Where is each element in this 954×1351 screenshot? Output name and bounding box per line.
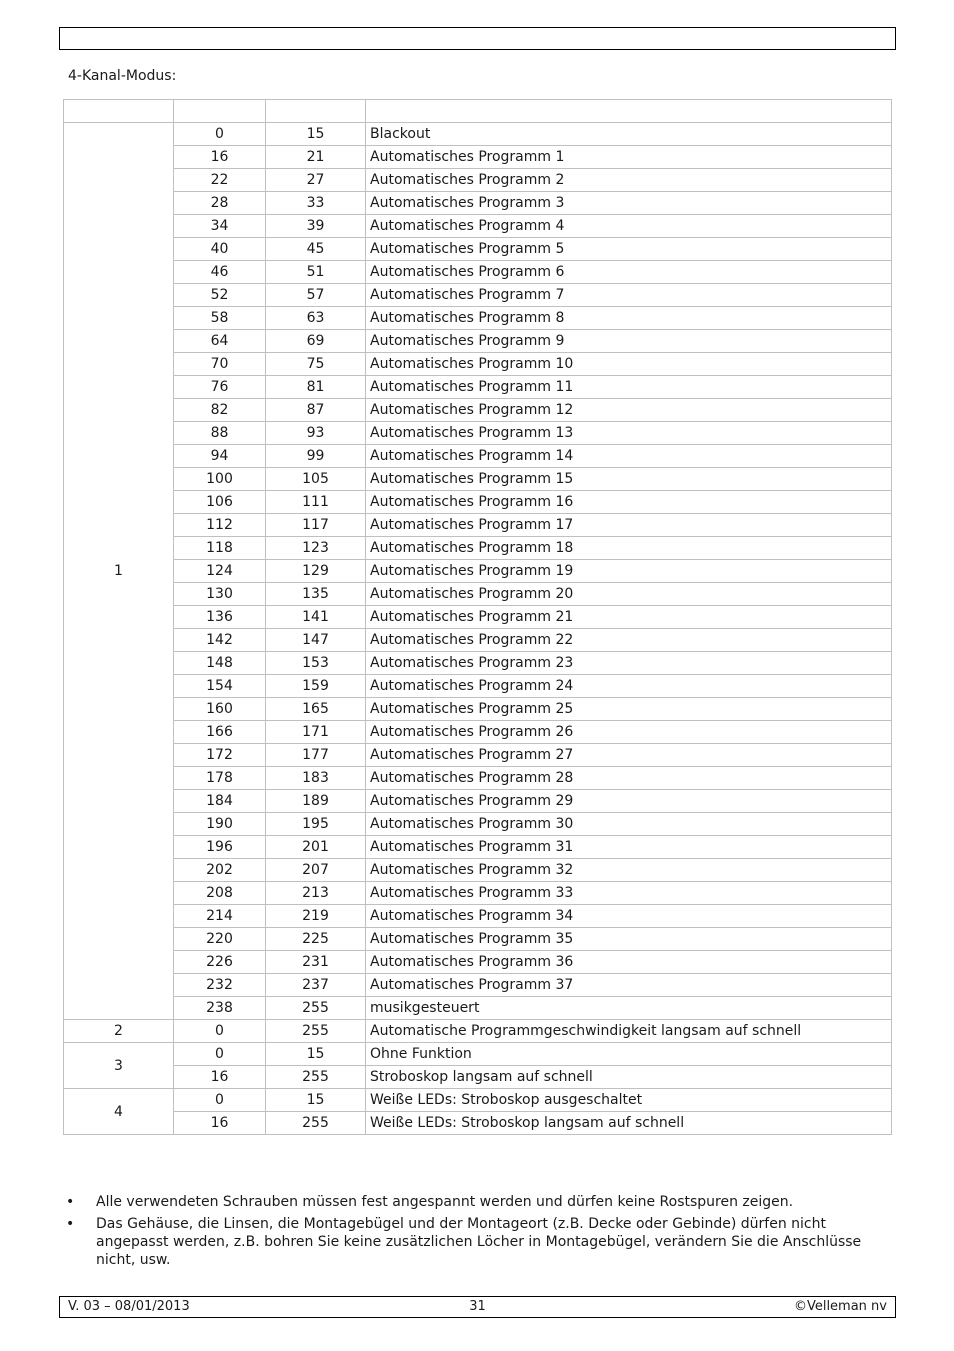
range-from-cell: 226 xyxy=(174,951,266,974)
range-to-cell: 219 xyxy=(266,905,366,928)
range-from-cell: 214 xyxy=(174,905,266,928)
range-from-cell: 166 xyxy=(174,721,266,744)
range-to-cell: 231 xyxy=(266,951,366,974)
table-row xyxy=(64,261,892,284)
table-row xyxy=(64,905,892,928)
bullet-text: Alle verwendeten Schrauben müssen fest angespannt werden und dürfen keine Rostspuren zeigen. xyxy=(96,1194,794,1210)
range-to-cell: 225 xyxy=(266,928,366,951)
range-from-cell: 64 xyxy=(174,330,266,353)
table-row xyxy=(64,606,892,629)
range-to-cell: 171 xyxy=(266,721,366,744)
range-to-cell: 33 xyxy=(266,192,366,215)
table-row xyxy=(64,997,892,1020)
range-to-cell: 21 xyxy=(266,146,366,169)
range-to-cell: 153 xyxy=(266,652,366,675)
function-cell: Automatisches Programm 6 xyxy=(366,261,892,284)
function-cell: Automatisches Programm 2 xyxy=(366,169,892,192)
function-cell: Automatisches Programm 37 xyxy=(366,974,892,997)
header-function xyxy=(366,100,892,123)
range-to-cell: 201 xyxy=(266,836,366,859)
footer-copyright: ©Velleman nv xyxy=(793,1299,887,1314)
range-from-cell: 16 xyxy=(174,1066,266,1089)
table-row xyxy=(64,123,892,146)
range-to-cell: 27 xyxy=(266,169,366,192)
range-from-cell: 184 xyxy=(174,790,266,813)
dmx-channel-table xyxy=(63,99,892,1135)
function-cell: Automatisches Programm 8 xyxy=(366,307,892,330)
range-to-cell: 195 xyxy=(266,813,366,836)
range-to-cell: 123 xyxy=(266,537,366,560)
bullet-icon: • xyxy=(66,1216,75,1232)
range-from-cell: 52 xyxy=(174,284,266,307)
function-cell: Automatisches Programm 28 xyxy=(366,767,892,790)
range-to-cell: 69 xyxy=(266,330,366,353)
function-cell: Automatisches Programm 17 xyxy=(366,514,892,537)
table-row xyxy=(64,514,892,537)
table-row xyxy=(64,169,892,192)
range-to-cell: 255 xyxy=(266,1066,366,1089)
range-from-cell: 100 xyxy=(174,468,266,491)
range-to-cell: 255 xyxy=(266,1112,366,1135)
range-to-cell: 117 xyxy=(266,514,366,537)
range-from-cell: 82 xyxy=(174,399,266,422)
range-from-cell: 94 xyxy=(174,445,266,468)
table-row xyxy=(64,399,892,422)
range-from-cell: 196 xyxy=(174,836,266,859)
channel-number-cell: 2 xyxy=(64,1020,174,1043)
function-cell: Weiße LEDs: Stroboskop ausgeschaltet xyxy=(366,1089,892,1112)
table-row xyxy=(64,859,892,882)
range-from-cell: 0 xyxy=(174,1089,266,1112)
table-row xyxy=(64,560,892,583)
function-cell: Automatisches Programm 25 xyxy=(366,698,892,721)
function-cell: Automatisches Programm 9 xyxy=(366,330,892,353)
function-cell: Automatisches Programm 4 xyxy=(366,215,892,238)
range-to-cell: 237 xyxy=(266,974,366,997)
channel-number-cell: 4 xyxy=(64,1089,174,1135)
range-from-cell: 76 xyxy=(174,376,266,399)
table-row xyxy=(64,928,892,951)
range-from-cell: 40 xyxy=(174,238,266,261)
function-cell: Automatische Programmgeschwindigkeit langsam auf schnell xyxy=(366,1020,892,1043)
function-cell: Automatisches Programm 16 xyxy=(366,491,892,514)
range-from-cell: 22 xyxy=(174,169,266,192)
range-to-cell: 189 xyxy=(266,790,366,813)
table-row xyxy=(64,721,892,744)
range-to-cell: 141 xyxy=(266,606,366,629)
function-cell: Automatisches Programm 36 xyxy=(366,951,892,974)
function-cell: Automatisches Programm 20 xyxy=(366,583,892,606)
function-cell: Automatisches Programm 10 xyxy=(366,353,892,376)
table-row xyxy=(64,744,892,767)
function-cell: Stroboskop langsam auf schnell xyxy=(366,1066,892,1089)
footer-version: V. 03 – 08/01/2013 xyxy=(68,1299,190,1314)
table-row xyxy=(64,330,892,353)
page-header-box xyxy=(59,27,896,50)
function-cell: Automatisches Programm 14 xyxy=(366,445,892,468)
range-to-cell: 57 xyxy=(266,284,366,307)
table-row xyxy=(64,238,892,261)
footer-page-number: 31 xyxy=(469,1299,486,1314)
range-from-cell: 172 xyxy=(174,744,266,767)
range-from-cell: 160 xyxy=(174,698,266,721)
table-body xyxy=(64,123,892,1135)
table-row xyxy=(64,1043,892,1066)
range-to-cell: 105 xyxy=(266,468,366,491)
function-cell: Automatisches Programm 1 xyxy=(366,146,892,169)
function-cell: Automatisches Programm 19 xyxy=(366,560,892,583)
header-to xyxy=(266,100,366,123)
table-row xyxy=(64,307,892,330)
function-cell: Automatisches Programm 23 xyxy=(366,652,892,675)
range-to-cell: 183 xyxy=(266,767,366,790)
channel-number-cell: 1 xyxy=(64,123,174,1020)
table-row xyxy=(64,629,892,652)
page-footer xyxy=(59,1296,896,1318)
list-item xyxy=(66,1193,866,1211)
function-cell: Automatisches Programm 29 xyxy=(366,790,892,813)
function-cell: Automatisches Programm 21 xyxy=(366,606,892,629)
range-from-cell: 118 xyxy=(174,537,266,560)
range-from-cell: 202 xyxy=(174,859,266,882)
function-cell: Automatisches Programm 32 xyxy=(366,859,892,882)
table-row xyxy=(64,974,892,997)
table-row xyxy=(64,422,892,445)
range-to-cell: 75 xyxy=(266,353,366,376)
range-to-cell: 15 xyxy=(266,1089,366,1112)
table-row xyxy=(64,1020,892,1043)
range-from-cell: 208 xyxy=(174,882,266,905)
range-from-cell: 220 xyxy=(174,928,266,951)
range-from-cell: 136 xyxy=(174,606,266,629)
table-row xyxy=(64,284,892,307)
range-from-cell: 46 xyxy=(174,261,266,284)
table-row xyxy=(64,767,892,790)
range-to-cell: 255 xyxy=(266,1020,366,1043)
range-to-cell: 81 xyxy=(266,376,366,399)
range-from-cell: 154 xyxy=(174,675,266,698)
range-from-cell: 124 xyxy=(174,560,266,583)
channel-number-cell: 3 xyxy=(64,1043,174,1089)
range-to-cell: 87 xyxy=(266,399,366,422)
function-cell: Automatisches Programm 3 xyxy=(366,192,892,215)
range-to-cell: 129 xyxy=(266,560,366,583)
range-from-cell: 0 xyxy=(174,1043,266,1066)
table-row xyxy=(64,1066,892,1089)
bullet-list xyxy=(66,1193,866,1273)
function-cell: Automatisches Programm 18 xyxy=(366,537,892,560)
function-cell: Automatisches Programm 35 xyxy=(366,928,892,951)
range-from-cell: 70 xyxy=(174,353,266,376)
table-row xyxy=(64,192,892,215)
function-cell: Automatisches Programm 12 xyxy=(366,399,892,422)
range-to-cell: 63 xyxy=(266,307,366,330)
range-to-cell: 45 xyxy=(266,238,366,261)
range-to-cell: 99 xyxy=(266,445,366,468)
table-row xyxy=(64,445,892,468)
table-row xyxy=(64,951,892,974)
range-from-cell: 28 xyxy=(174,192,266,215)
range-from-cell: 16 xyxy=(174,1112,266,1135)
table-row xyxy=(64,1089,892,1112)
mode-title: 4-Kanal-Modus: xyxy=(68,68,177,84)
table-row xyxy=(64,790,892,813)
range-to-cell: 135 xyxy=(266,583,366,606)
range-from-cell: 238 xyxy=(174,997,266,1020)
range-to-cell: 255 xyxy=(266,997,366,1020)
range-from-cell: 148 xyxy=(174,652,266,675)
function-cell: Ohne Funktion xyxy=(366,1043,892,1066)
range-to-cell: 111 xyxy=(266,491,366,514)
header-from xyxy=(174,100,266,123)
range-to-cell: 15 xyxy=(266,123,366,146)
function-cell: Automatisches Programm 13 xyxy=(366,422,892,445)
range-to-cell: 15 xyxy=(266,1043,366,1066)
range-to-cell: 159 xyxy=(266,675,366,698)
range-from-cell: 130 xyxy=(174,583,266,606)
function-cell: Automatisches Programm 24 xyxy=(366,675,892,698)
range-from-cell: 112 xyxy=(174,514,266,537)
range-to-cell: 213 xyxy=(266,882,366,905)
function-cell: Blackout xyxy=(366,123,892,146)
range-to-cell: 39 xyxy=(266,215,366,238)
range-to-cell: 93 xyxy=(266,422,366,445)
function-cell: Automatisches Programm 5 xyxy=(366,238,892,261)
table-row xyxy=(64,698,892,721)
range-to-cell: 165 xyxy=(266,698,366,721)
range-from-cell: 232 xyxy=(174,974,266,997)
table-row xyxy=(64,675,892,698)
table-row xyxy=(64,468,892,491)
function-cell: Automatisches Programm 34 xyxy=(366,905,892,928)
function-cell: Automatisches Programm 26 xyxy=(366,721,892,744)
range-to-cell: 177 xyxy=(266,744,366,767)
bullet-icon: • xyxy=(66,1194,75,1210)
table-header-row xyxy=(64,100,892,123)
function-cell: Weiße LEDs: Stroboskop langsam auf schnell xyxy=(366,1112,892,1135)
table-row xyxy=(64,652,892,675)
range-to-cell: 51 xyxy=(266,261,366,284)
header-channel xyxy=(64,100,174,123)
table-row xyxy=(64,376,892,399)
range-from-cell: 16 xyxy=(174,146,266,169)
range-from-cell: 0 xyxy=(174,1020,266,1043)
table-row xyxy=(64,813,892,836)
function-cell: Automatisches Programm 15 xyxy=(366,468,892,491)
table-row xyxy=(64,353,892,376)
table-row xyxy=(64,882,892,905)
table-row xyxy=(64,146,892,169)
table-row xyxy=(64,215,892,238)
table-row xyxy=(64,836,892,859)
range-from-cell: 0 xyxy=(174,123,266,146)
function-cell: Automatisches Programm 11 xyxy=(366,376,892,399)
function-cell: musikgesteuert xyxy=(366,997,892,1020)
function-cell: Automatisches Programm 22 xyxy=(366,629,892,652)
range-from-cell: 88 xyxy=(174,422,266,445)
range-to-cell: 207 xyxy=(266,859,366,882)
function-cell: Automatisches Programm 31 xyxy=(366,836,892,859)
bullet-text: Das Gehäuse, die Linsen, die Montagebügel und der Montageort (z.B. Decke oder Gebinde) dürfen nicht angepasst werden, z.B. bohren Sie keine zusätzlichen Löcher in Montagebügel, verändern Sie die Anschlüsse nicht, usw. xyxy=(96,1216,862,1268)
range-from-cell: 190 xyxy=(174,813,266,836)
range-from-cell: 106 xyxy=(174,491,266,514)
list-item xyxy=(66,1215,866,1269)
range-from-cell: 34 xyxy=(174,215,266,238)
function-cell: Automatisches Programm 33 xyxy=(366,882,892,905)
table-row xyxy=(64,491,892,514)
function-cell: Automatisches Programm 27 xyxy=(366,744,892,767)
function-cell: Automatisches Programm 30 xyxy=(366,813,892,836)
function-cell: Automatisches Programm 7 xyxy=(366,284,892,307)
table-row xyxy=(64,1112,892,1135)
table-row xyxy=(64,583,892,606)
range-from-cell: 178 xyxy=(174,767,266,790)
range-to-cell: 147 xyxy=(266,629,366,652)
range-from-cell: 58 xyxy=(174,307,266,330)
table-row xyxy=(64,537,892,560)
range-from-cell: 142 xyxy=(174,629,266,652)
